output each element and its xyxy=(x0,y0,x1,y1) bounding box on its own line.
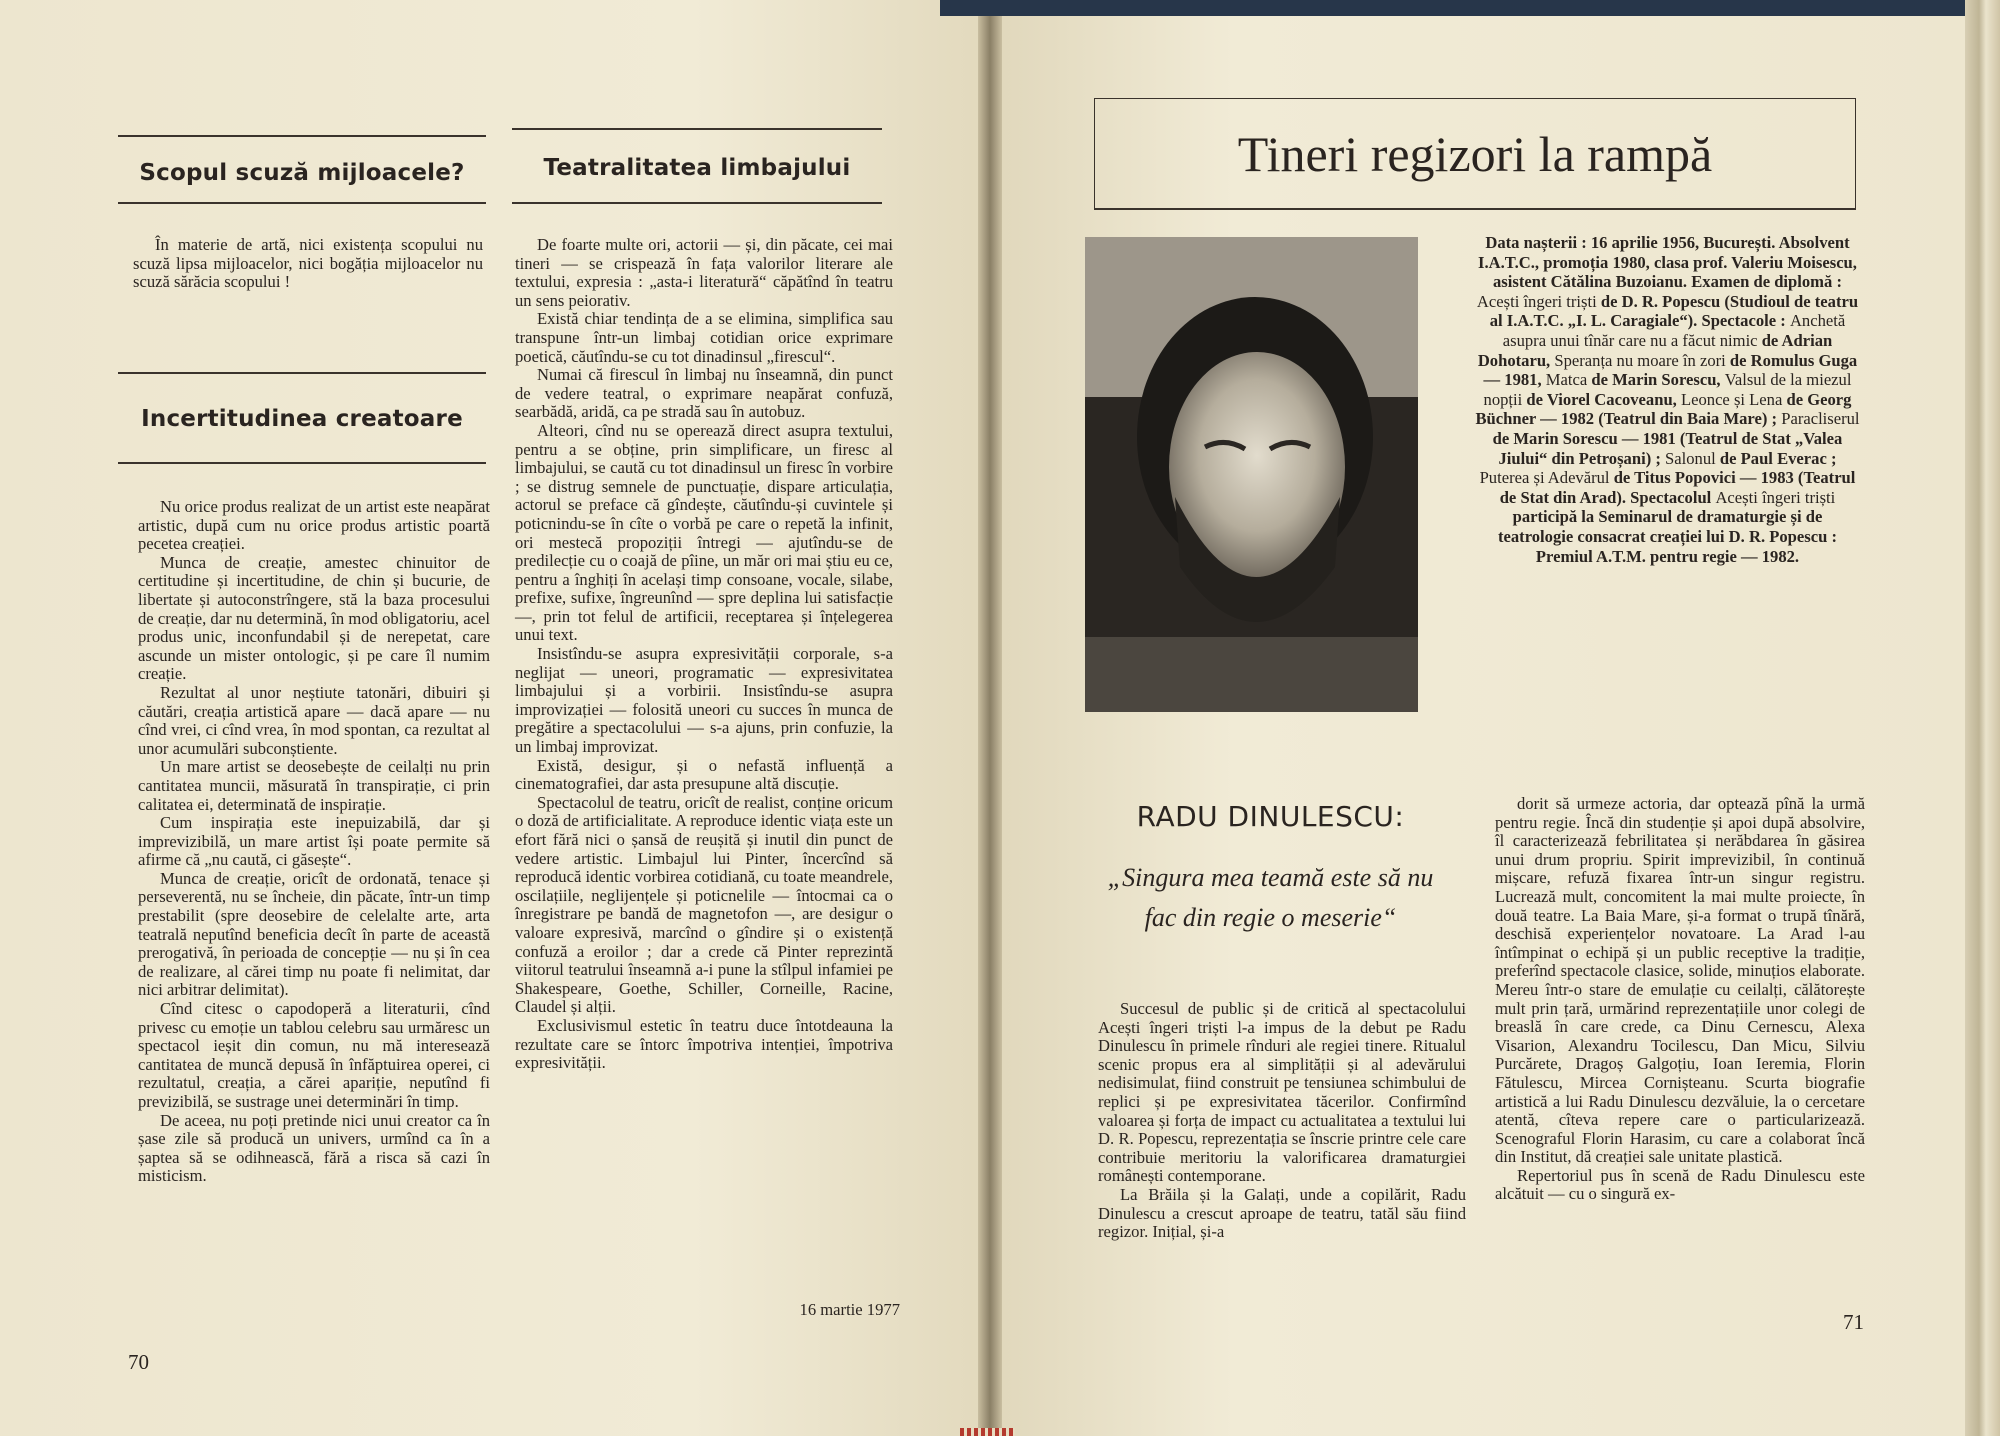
section-heading-teatralitatea: Teatralitatea limbajului xyxy=(543,155,851,181)
scopul-text xyxy=(133,236,483,292)
biography-run: Puterea și Adevărul xyxy=(1479,468,1614,488)
paragraph: dorit să urmeze actoria, dar optează pînă la urmă pentru regie. Încă din studenție și apoi după absolvire, îl caracterizează febrilitatea și nerăbdarea în găsirea unui drum propriu. Spirit imprevizibil, în continuă mișcare, refuză fixarea într-un singur registru. Lucrează mult, concomitent la mai multe proiecte, în două teatre. La Baia Mare, și-a format o trupă tînără, deschisă experiențelor novatoare. La Arad l-au întîmpinat o echipă și un public receptive la tradiție, preferînd spectacole clasice, solide, minuțios elaborate. Mereu într-o stare de emulație cu ceilalți, călătorește mult prin țară, urmărind reprezentațiile unor colegi de breaslă în care crede, ca Dinu Cernescu, Alexa Visarion, Alexandru Tocilescu, Dan Micu, Silviu Purcărete, Dragoș Galgoțiu, Ioan Ieremia, Florin Fătulescu, Mircea Cornișteanu. Scurta biografie artistică a lui Radu Dinulescu dezvăluie, la o cercetare atentă, cîteva repere care o particularizează. Scenograful Florin Harasim, cu care a colaborat încă din Institut, dă creației sale unitate plastică. xyxy=(1495,794,1865,1167)
biography-run: Data nașterii : 16 aprilie 1956, București. Absolvent I.A.T.C., promoția 1980, clasa prof. Valeriu Moisescu, asistent Cătălina Buzoianu. Examen de diplomă : xyxy=(1478,233,1857,292)
biography-run: de Marin Sorescu, xyxy=(1591,370,1725,390)
paragraph: Munca de creație, amestec chinuitor de certitudine și incertitudine, de chin și bucurie, de libertate și autoconstrîngere, stă la baza procesului de creație, dar nu determină, în mod obligatoriu, acel produs unic, inconfundabil și de nerepetat, care ascunde un mister ontologic, și pe care îl numim creație. xyxy=(138,552,490,684)
section-heading-scopul: Scopul scuză mijloacele? xyxy=(139,160,465,186)
paragraph: Alteori, cînd nu se operează direct asupra textului, pentru a se obține, prin simplificare, un firesc al limbajului, se caută cu tot dinadinsul un firesc în vorbire ; se distrug semnele de punctuație, dispare articulația, actorul se preface că gîndește, căutîndu-și cuvintele și poticnindu-se în cîte o vorbă pe care o repetă la infinit, ori mestecă propoziții întregi — ajutîndu-se de predilecție cu o coajă de pîine, un măr ori mai știu eu ce, pentru a înghiți în același timp consoane, vocale, silabe, prefixe, sufixe, îngreunînd — spre deplina lui satisfacție —, prin tot felul de artificii, receptarea și înțelegerea unui text. xyxy=(515,420,893,645)
article-column-2 xyxy=(1495,795,1865,1204)
biography-run: de D. R. Popescu (Studioul de teatru al I.A.T.C. „I. L. Caragiale“). Spectacole : xyxy=(1489,291,1859,331)
paragraph: Insistîndu-se asupra expresivității corporale, s-a neglijat — uneori, programatic — expresivitatea limbajului și a vorbirii. Insistîndu-se asupra improvizației — folosită uneori cu succes în munca de pregătire a spectacolului — s-a ajuns, prin confuzie, la un limbaj improvizat. xyxy=(515,644,893,757)
biography-run: Valsul de la miezul nopții xyxy=(1483,370,1852,409)
paragraph: Cum inspirația este inepuizabilă, dar și imprevizibilă, un mare artist își poate permite să afirme că „nu caută, ci găsește“. xyxy=(138,813,490,870)
rule xyxy=(118,135,486,137)
paragraph: Exclusivismul estetic în teatru duce întotdeauna la rezultate care se întorc împotriva intenției, împotriva expresivității. xyxy=(515,1015,893,1073)
interview-name: RADU DINULESCU: xyxy=(1136,800,1405,833)
section-title: Tineri regizori la rampă xyxy=(1237,126,1713,182)
article-date: 16 martie 1977 xyxy=(799,1300,900,1319)
article-column-1 xyxy=(1098,1000,1466,1242)
paragraph: Un mare artist se deosebește de ceilalți nu prin cantitatea muncii, măsurată în transpirație, ci prin calitatea ei, determinată de inspirație. xyxy=(138,757,490,814)
biography-box xyxy=(1475,233,1860,566)
paragraph: Rezultat al unor neștiute tatonări, dibuiri și căutări, creația artistică apare — dacă apare — nu cînd vrei, ci cînd vrea, în mod spontan, ca rezultat al unor acumulări subconștiente. xyxy=(138,682,490,758)
biography-run: Anchetă asupra unui tînăr care nu a făcut nimic xyxy=(1502,311,1846,350)
paragraph: Nu orice produs realizat de un artist este neapărat artistic, după cum nu orice produs artistic poartă pecetea creației. xyxy=(138,497,490,554)
biography-run: de Romulus Guga — 1981, xyxy=(1483,350,1858,390)
rule xyxy=(512,202,882,204)
page-number-left: 70 xyxy=(128,1350,149,1374)
paragraph: Există chiar tendința de a se elimina, simplifica sau transpune într-un limbaj cotidian orice exprimare poetică, căutîndu-se cu tot dinadinsul „firescul“. xyxy=(515,309,893,366)
paragraph: Munca de creație, oricît de ordonată, tenace și perseverentă, nu se încheie, din păcate, într-un timp prestabilit (spre deosebire de celelalte arte, arta teatrală neputînd beneficia decît în parte de această prerogativă, în perioada de concepție — nu și în cea de realizare, al cărei timp nu poate fi nelimitat, dar nici arbitrar delimitat). xyxy=(138,868,490,1000)
paragraph: Succesul de public și de critică al spectacolului Acești îngeri triști l-a impus de la debut pe Radu Dinulescu în primele rînduri ale regiei tinere. Ritualul scenic propus era al simplității și al adevărului nedisimulat, fiind construit pe tensiunea schimbului de replici și pe expresivitatea tăcerilor. Confirmînd valoarea și forța de impact cu actualitatea a textului lui D. R. Popescu, reprezentația se înscrie printre cele care contribuie meritoriu la valorificarea dramaturgiei românești contemporane. xyxy=(1098,999,1466,1186)
paragraph: De aceea, nu poți pretinde nici unui creator ca în șase zile să producă un univers, urmînd ca în a șaptea să se odihnească, fără a risca să cazi în misticism. xyxy=(138,1110,490,1186)
page-stack-edge xyxy=(1965,0,2000,1436)
biography-run: de Marin Sorescu — 1981 (Teatrul de Stat „Valea Jiului“ din Petroșani) ; xyxy=(1492,428,1843,468)
paragraph: Spectacolul de teatru, oricît de realist, conține oricum o doză de artificialitate. A reproduce identic viața este un efort fără nici o șansă de reușită și inutil din punct de vedere artistic. Limbajul lui Pinter, încercînd să reproducă identic vorbirea cotidiană, cu toate meandrele, oscilațiile, neglijențele și poticnelile — întocmai ca o înregistrare pe bandă de magnetofon —, are desigur o valoare expresivă, marcînd o gîndire și o existență confuză a eroilor ; dar a crede că Pinter reprezintă viitorul teatrului înseamnă a-i pune la stîlpul infamiei pe Shakespeare, Goethe, Schiller, Corneille, Racine, Claudel și alții. xyxy=(515,792,893,1017)
page-number-right: 71 xyxy=(1843,1310,1864,1334)
rule xyxy=(512,128,882,130)
biography-run: de Georg Büchner — 1982 (Teatrul din Baia Mare) ; xyxy=(1475,389,1852,429)
biography-run: Speranța nu moare în zori xyxy=(1554,350,1730,370)
biography-run: de Titus Popovici — 1983 (Teatrul de Stat din Arad). Spectacolul xyxy=(1499,468,1856,507)
biography-run: Acești îngeri triști xyxy=(1476,291,1601,311)
interview-quote: „Singura mea teamă este să nu fac din regie o meserie“ xyxy=(1107,863,1434,932)
bookmark-ribbon xyxy=(960,1428,1015,1436)
biography-run: de Adrian Dohotaru, xyxy=(1477,330,1833,370)
portrait-photo xyxy=(1085,237,1418,712)
paragraph: La Brăila și la Galați, unde a copilărit, Radu Dinulescu a crescut aproape de teatru, tatăl său fiind regizor. Inițial, și-a xyxy=(1098,1184,1466,1242)
rule xyxy=(118,372,486,374)
paragraph: Numai că firescul în limbaj nu înseamnă, din punct de vedere teatral, o exprimare neapărat confuză, searbădă, aridă, ca pe stradă sau în autobuz. xyxy=(515,365,893,422)
rule xyxy=(118,462,486,464)
biography-run: de Viorel Cacoveanu, xyxy=(1526,389,1681,409)
portrait-illustration xyxy=(1085,237,1418,712)
biography-run: de Paul Everac ; xyxy=(1719,448,1837,468)
incertitudinea-text xyxy=(138,498,490,1186)
biography-run: Acești îngeri triști xyxy=(1715,487,1836,507)
biography-run: Paracliserul xyxy=(1781,409,1860,429)
paragraph: Cînd citesc o capodoperă a literaturii, cînd privesc cu emoție un tablou celebru sau urmăresc un spectacol ieșit din comun, nu mă interesează cantitatea de muncă depusă în înfăptuirea operei, ci rezultatul, creația, a cărei apariție, neputînd fi previzibilă, se sustrage unei determinări în timp. xyxy=(138,999,490,1111)
biography-run: Leonce și Lena xyxy=(1680,389,1787,409)
paragraph: De foarte multe ori, actorii — și, din păcate, cei mai tineri — se crispează în fața valorilor literare ale textului, expresia : „asta-i literatură“ căpătînd în teatru un sens peiorativ. xyxy=(515,235,893,310)
teatralitatea-text xyxy=(515,236,893,1073)
rule xyxy=(118,202,486,204)
paragraph: Repertoriul pus în scenă de Radu Dinulescu este alcătuit — cu o singură ex- xyxy=(1495,1165,1865,1204)
paragraph: Există, desigur, și o nefastă influență a cinematografiei, dar asta presupune altă discuție. xyxy=(515,755,893,794)
rule xyxy=(1094,208,1856,210)
biography-run: participă la Seminarul de dramaturgie și de teatrologie consacrat creației lui D. R. Popescu : Premiul A.T.M. pentru regie — 1982. xyxy=(1497,507,1837,566)
paragraph: În materie de artă, nici existența scopului nu scuză lipsa mijloacelor, nici bogăția mijloacelor nu scuză sărăcia scopului ! xyxy=(133,235,483,292)
title-box xyxy=(1094,98,1856,210)
section-heading-incertitudinea: Incertitudinea creatoare xyxy=(141,406,463,432)
biography-run: Salonul xyxy=(1665,448,1720,468)
biography-run: Matca xyxy=(1545,370,1592,390)
book-gutter xyxy=(978,0,1002,1436)
book-cover-edge xyxy=(940,0,1970,16)
